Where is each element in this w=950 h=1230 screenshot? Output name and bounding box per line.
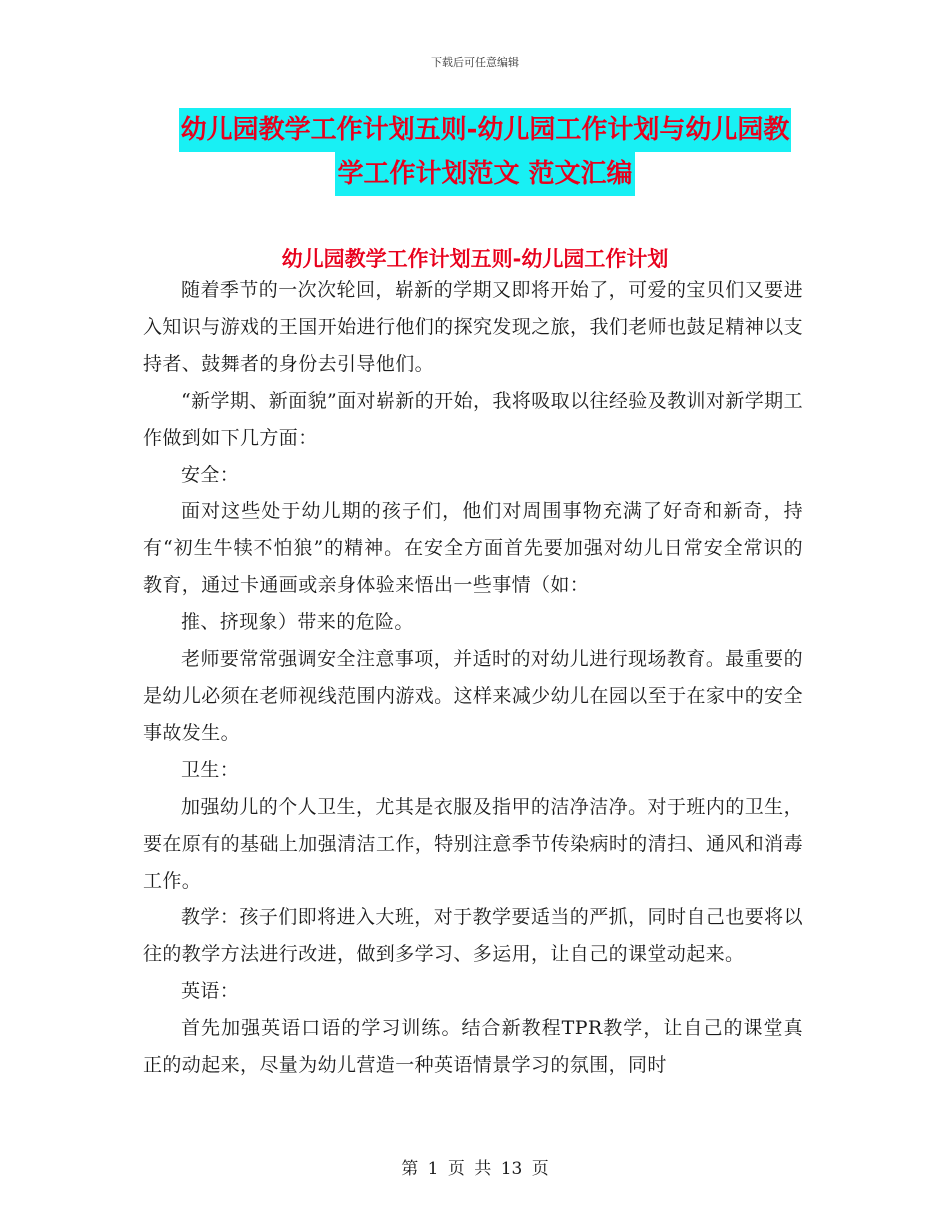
document-title-line-1: 幼儿园教学工作计划五则-幼儿园工作计划与幼儿园教 xyxy=(179,108,792,152)
paragraph: 随着季节的一次次轮回，崭新的学期又即将开始了，可爱的宝贝们又要进入知识与游戏的王国开始进行他们的探究发现之旅，我们老师也鼓足精神以支持者、鼓舞者的身份去引导他们。 xyxy=(143,279,803,375)
paragraph: 推、挤现象）带来的危险。 xyxy=(181,611,414,634)
section-title: 幼儿园教学工作计划五则-幼儿园工作计划 xyxy=(281,247,669,271)
page-header-note: 下载后可任意编辑 xyxy=(431,56,519,69)
paragraph: 老师要常常强调安全注意事项，并适时的对幼儿进行现场教育。最重要的是幼儿必须在老师视线范围内游戏。这样来减少幼儿在园以至于在家中的安全事故发生。 xyxy=(143,648,803,744)
paragraph: 教学：孩子们即将进入大班，对于教学要适当的严抓，同时自己也要将以往的教学方法进行改进，做到多学习、多运用，让自己的课堂动起来。 xyxy=(143,906,803,966)
paragraph: 首先加强英语口语的学习训练。结合新教程TPR教学，让自己的课堂真正的动起来，尽量为幼儿营造一种英语情景学习的氛围，同时 xyxy=(143,1017,803,1077)
paragraph: “新学期、新面貌”面对崭新的开始，我将吸取以往经验及教训对新学期工作做到如下几方面： xyxy=(143,389,803,449)
paragraph-heading-safety: 安全： xyxy=(181,463,240,486)
paragraph: 加强幼儿的个人卫生，尤其是衣服及指甲的洁净洁净。对于班内的卫生，要在原有的基础上加强清洁工作，特别注意季节传染病时的清扫、通风和消毒工作。 xyxy=(143,795,803,892)
paragraph-heading-english: 英语： xyxy=(181,980,240,1003)
paragraph-heading-hygiene: 卫生： xyxy=(181,758,240,781)
document-title-line-2: 学工作计划范文 范文汇编 xyxy=(335,152,634,196)
document-title xyxy=(140,108,830,196)
paragraph: 面对这些处于幼儿期的孩子们，他们对周围事物充满了好奇和新奇，持有“初生牛犊不怕狼”的精神。在安全方面首先要加强对幼儿日常安全常识的教育，通过卡通画或亲身体验来悟出一些事情（如： xyxy=(143,500,803,597)
document-body xyxy=(143,272,803,1084)
page-number-footer: 第 1 页 共 13 页 xyxy=(401,1159,549,1179)
